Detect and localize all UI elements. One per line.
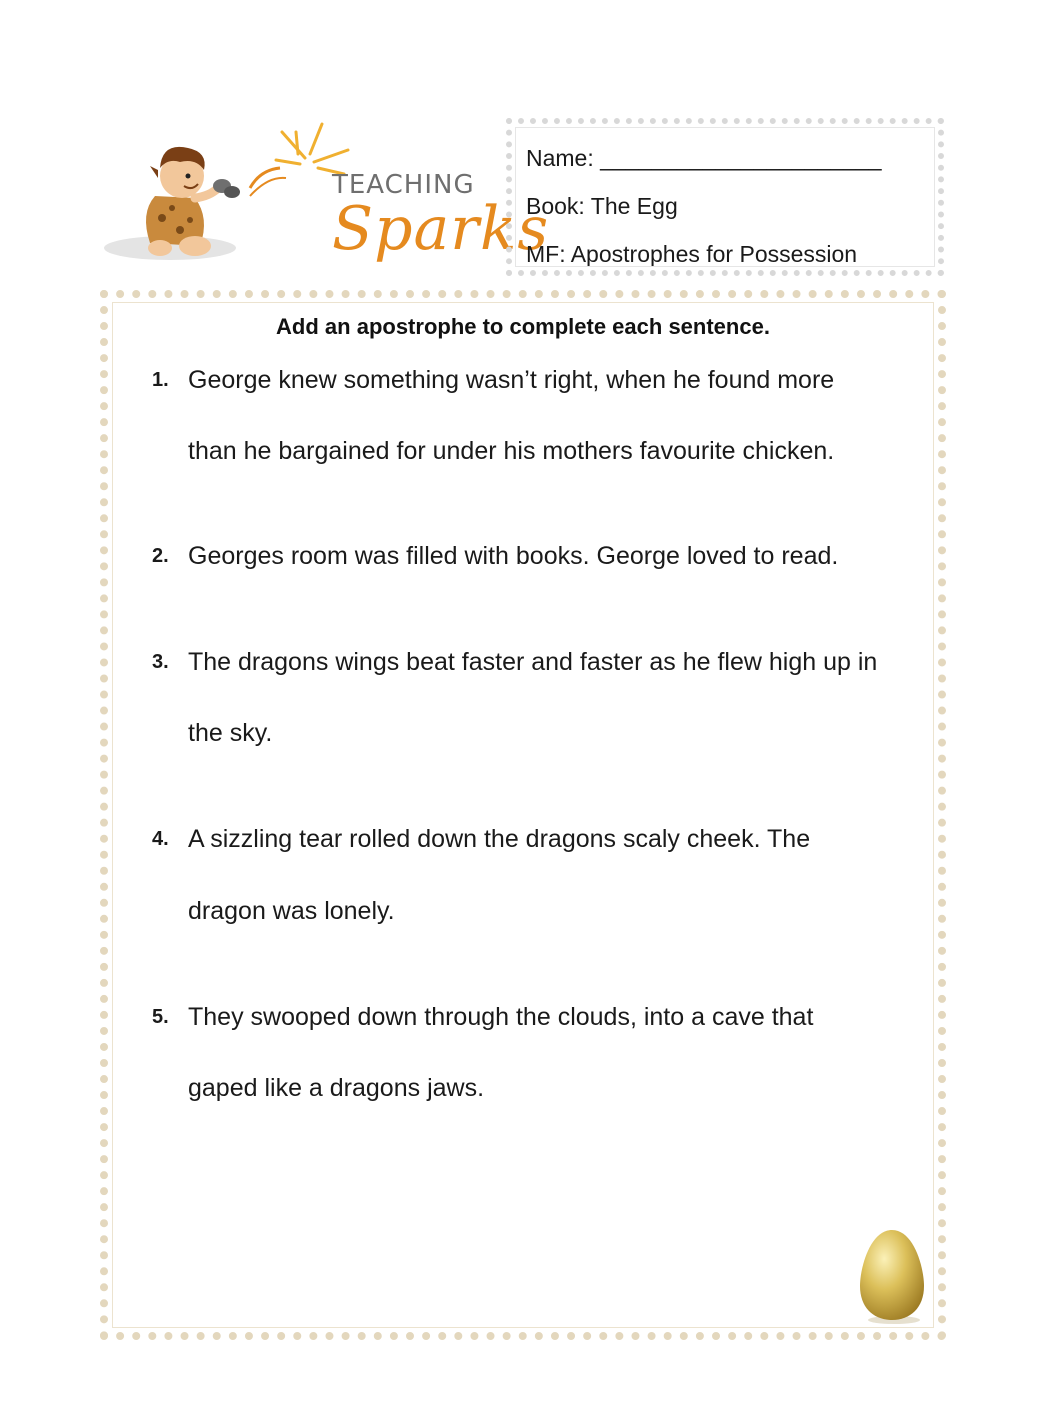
question-number: 5. (152, 1006, 169, 1028)
question-text-line: the sky. (188, 719, 273, 747)
question-text-line: than he bargained for under his mothers favourite chicken. (188, 437, 835, 465)
question-number: 4. (152, 828, 169, 850)
book-label: Book: The Egg (526, 193, 678, 219)
question-text-line: A sizzling tear rolled down the dragons scaly cheek. The (188, 825, 811, 853)
question-number: 1. (152, 369, 169, 391)
question-text-line: gaped like a dragons jaws. (188, 1074, 485, 1102)
teaching-sparks-logo (100, 118, 550, 278)
instruction-heading: Add an apostrophe to complete each sentence. (276, 314, 770, 339)
question-text-line: The dragons wings beat faster and faster as he flew high up in (188, 648, 878, 676)
question-text-line: Georges room was filled with books. George loved to read. (188, 542, 839, 570)
logo-teaching-text: TEACHING (332, 170, 475, 200)
golden-egg-icon (856, 1228, 928, 1326)
question-text-line: George knew something wasn’t right, when he found more (188, 366, 835, 394)
logo-sparks-text: Sparks (332, 194, 550, 264)
student-info-box (506, 118, 944, 276)
question-text-line: dragon was lonely. (188, 897, 395, 925)
question-text-line: They swooped down through the clouds, into a cave that (188, 1003, 814, 1031)
worksheet-frame (100, 290, 946, 1340)
name-field[interactable]: Name: ______________________ (526, 145, 882, 171)
mf-label: MF: Apostrophes for Possession (526, 241, 858, 267)
question-number: 2. (152, 545, 169, 567)
question-number: 3. (152, 651, 169, 673)
